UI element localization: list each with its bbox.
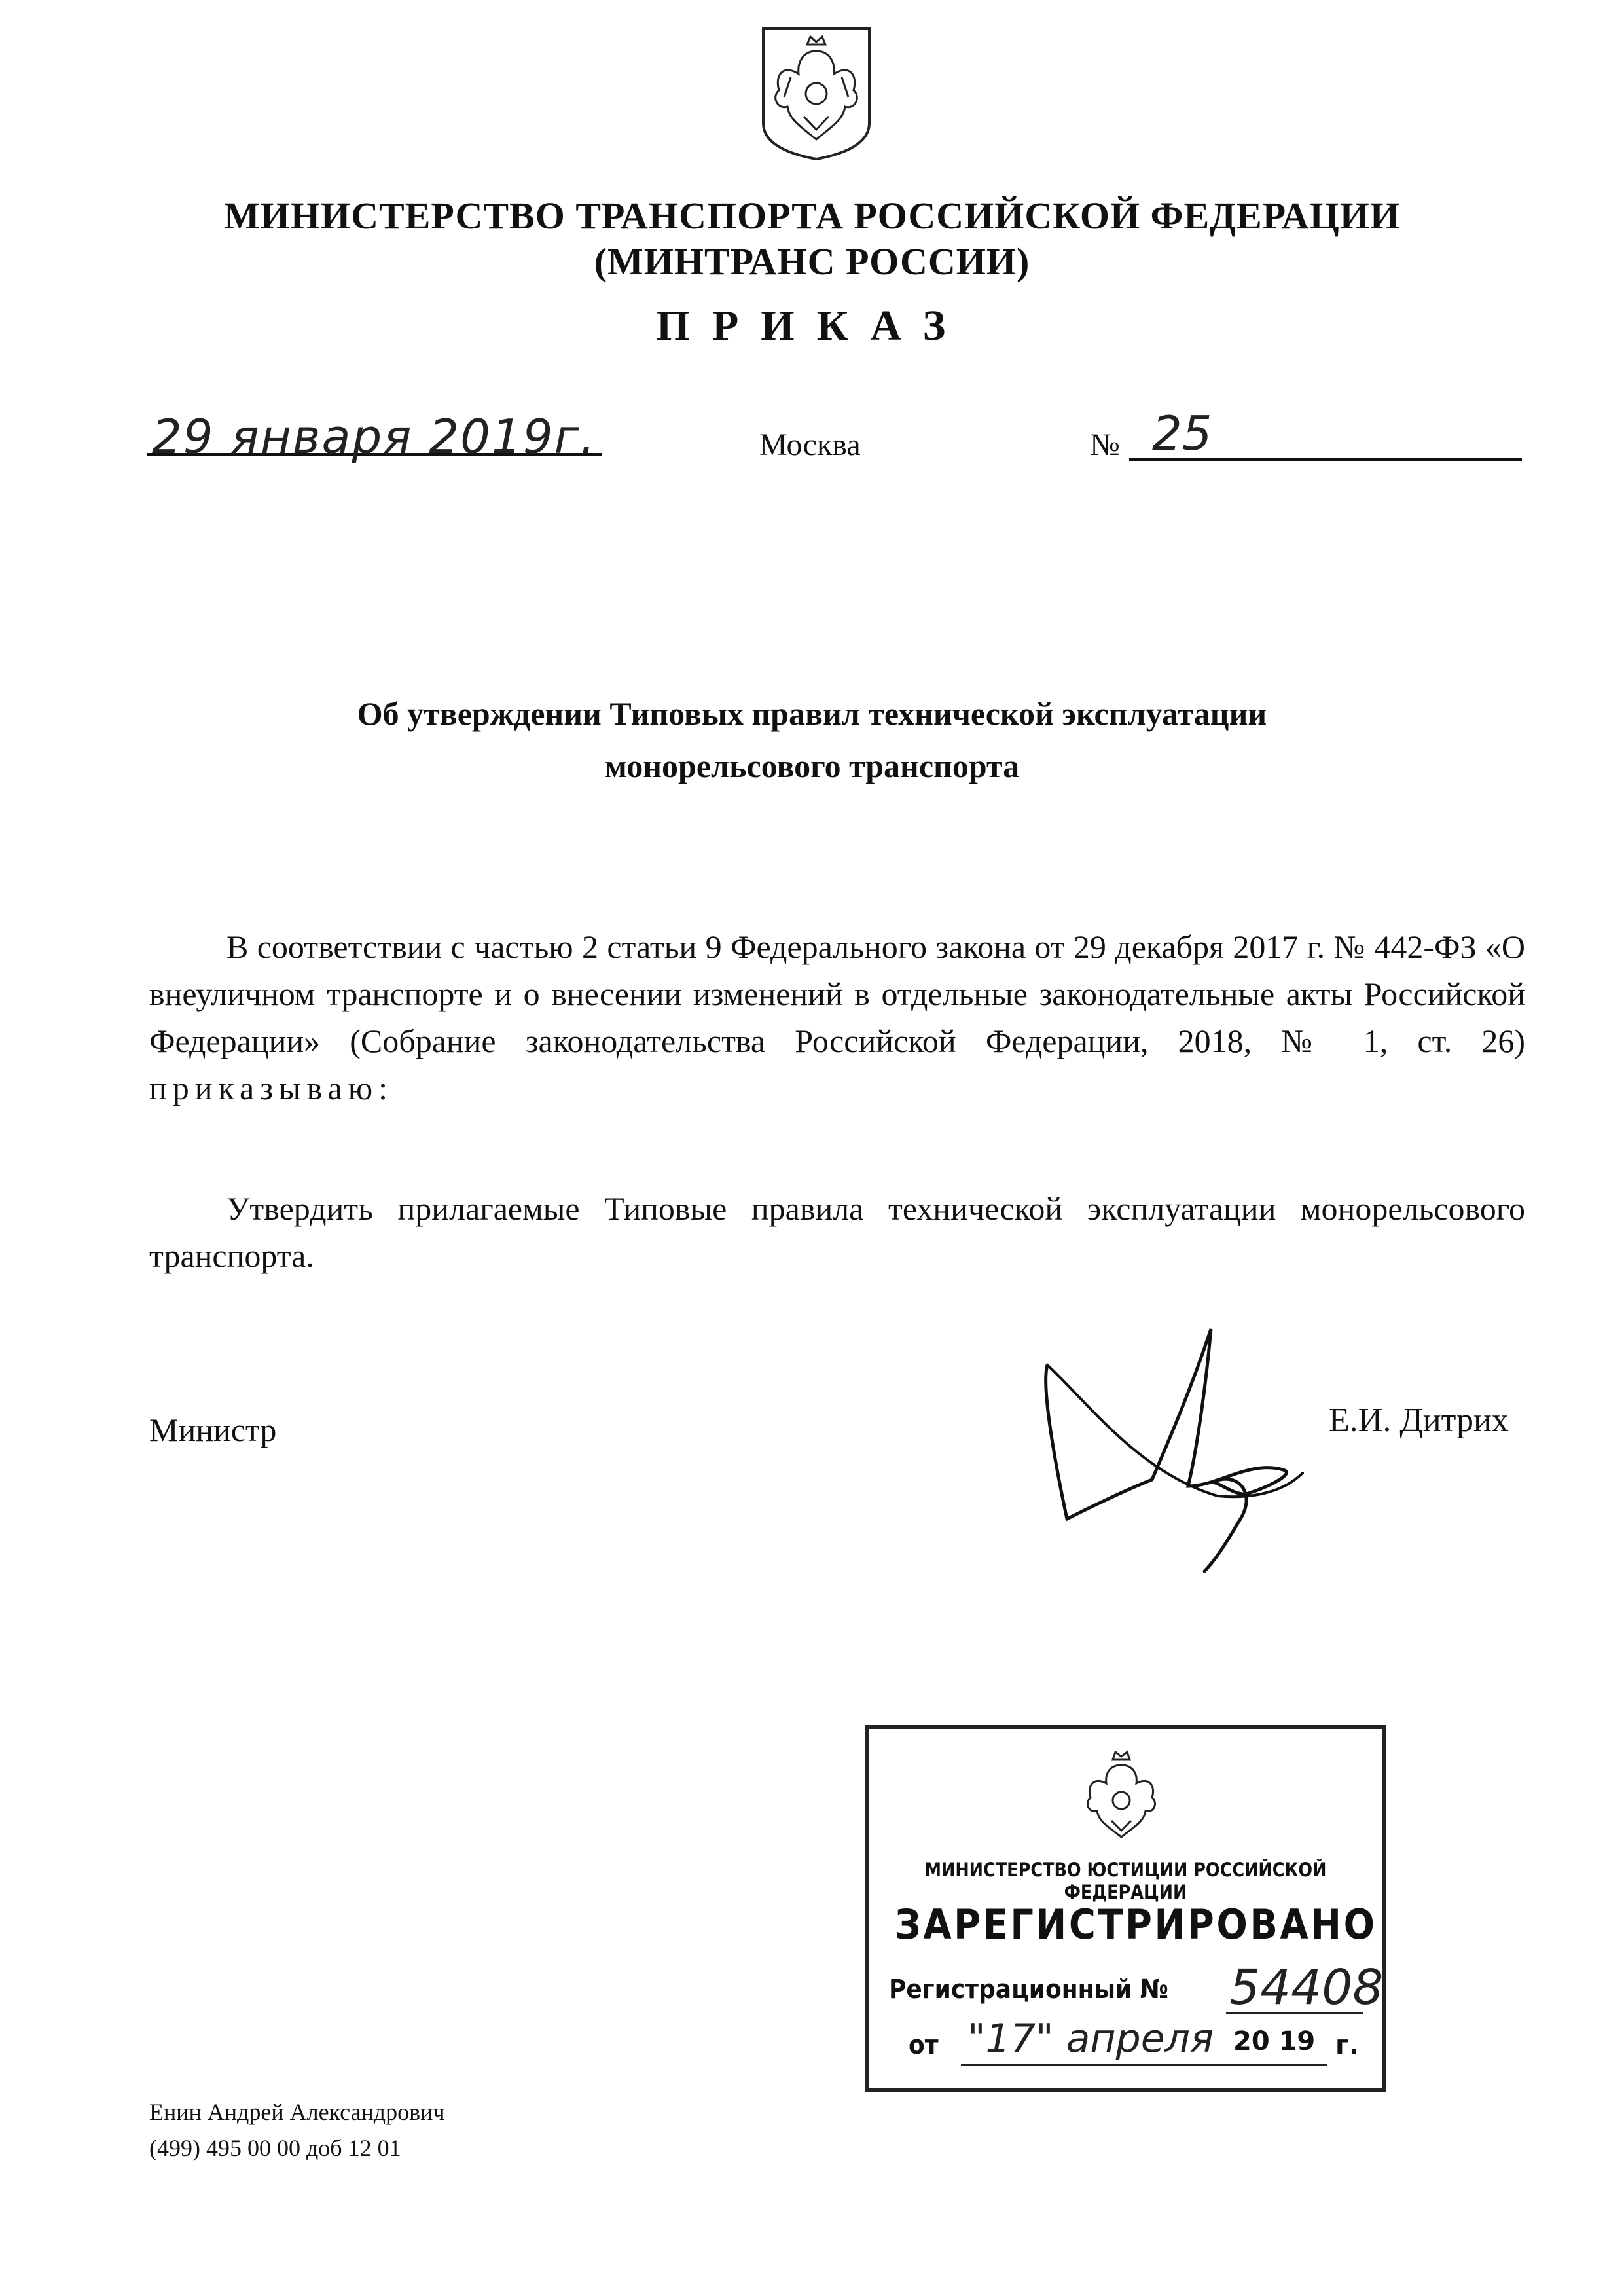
ministry-name: МИНИСТЕРСТВО ТРАНСПОРТА РОССИЙСКОЙ ФЕДЕРАЦИИ [224,194,1400,237]
city: Москва [759,428,861,462]
number-label: № [1090,428,1120,462]
stamp-date-underline [961,2064,1327,2066]
stamp-regno-handwritten: 54408 [1229,1959,1384,2016]
title-line-2: монорельсового транспорта [604,748,1020,784]
signature-icon [1021,1303,1348,1578]
paragraph-2-text: Утвердить прилагаемые Типовые правила технической эксплуатации монорельсового транспорта. [149,1190,1525,1274]
paragraph-1-text: В соответствии с частью 2 статьи 9 Федерального закона от 29 декабря 2017 г. № 442-ФЗ «О внеуличном транспорте и о внесении изменений в отдельные законодательные акты Российской Федерации» (Собрание законодательства Российской Федерации, 2018, № 1, ст. 26) [149,928,1525,1059]
stamp-year: 20 19 [1233,2026,1316,2056]
registration-stamp [865,1725,1386,2092]
stamp-status: ЗАРЕГИСТРИРОВАНО [895,1901,1377,1948]
executor-phone: (499) 495 00 00 доб 12 01 [149,2135,401,2161]
stamp-from-label: от [909,2030,939,2060]
body-paragraph-2 [149,1185,1525,1279]
document-title [0,687,1624,792]
body-paragraph-1 [149,923,1525,1112]
stamp-ministry-name: МИНИСТЕРСТВО ЮСТИЦИИ РОССИЙСКОЙ ФЕДЕРАЦИИ [924,1859,1327,1903]
stamp-regno-label: Регистрационный № [889,1975,1169,2005]
signer-name: Е.И. Дитрих [1329,1402,1509,1439]
executor-name: Енин Андрей Александрович [149,2099,445,2125]
document-type: ПРИКАЗ [656,302,968,350]
date-handwritten: 29 января 2019г. [152,409,597,464]
stamp-year-suffix: г. [1335,2030,1360,2060]
order-word: приказываю: [149,1070,393,1106]
coat-of-arms-icon [758,25,875,162]
number-handwritten: 25 [1152,406,1212,461]
stamp-date-handwritten: "17" апреля [967,2016,1214,2062]
signer-role: Министр [149,1412,277,1448]
ministry-abbreviation: (МИНТРАНС РОССИИ) [594,240,1030,283]
title-line-1: Об утверждении Типовых правил технической эксплуатации [357,695,1267,732]
stamp-coat-of-arms-icon [1072,1745,1170,1853]
